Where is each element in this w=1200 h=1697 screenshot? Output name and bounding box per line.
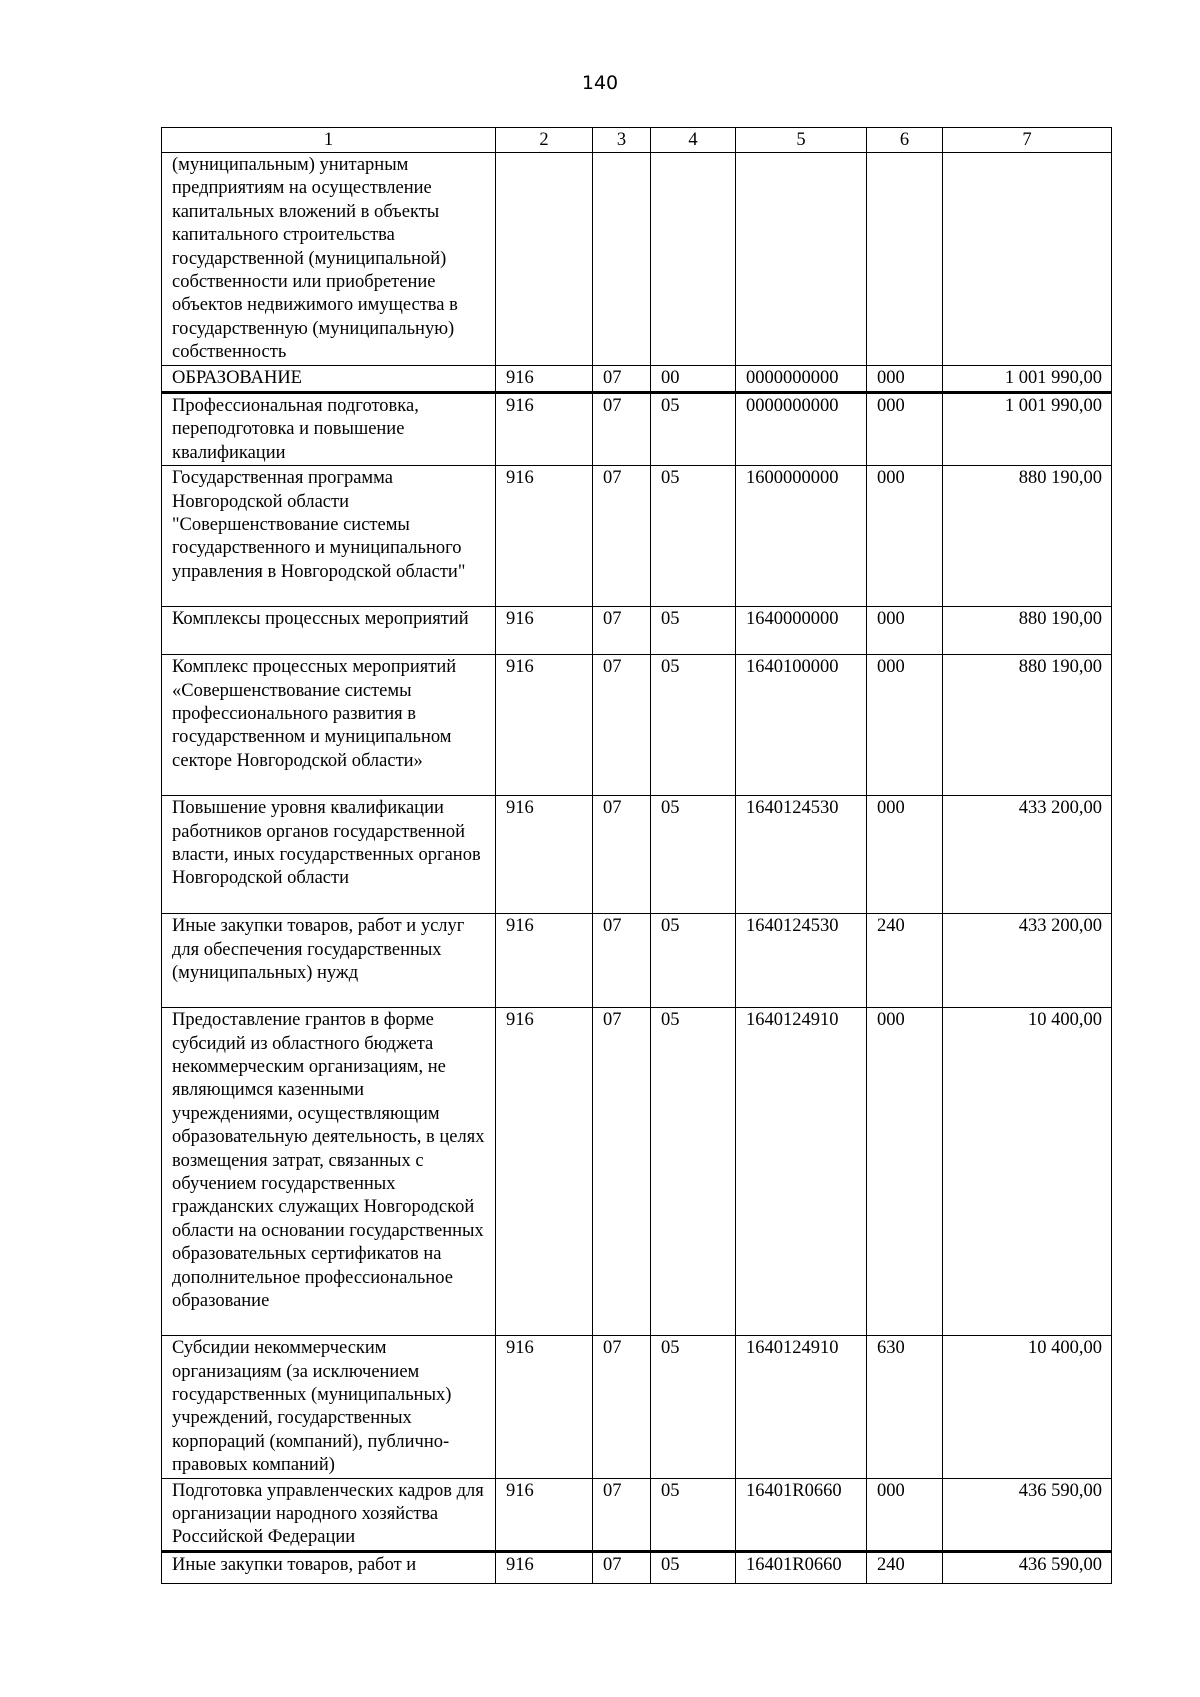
row-pr: 05 [651,1336,736,1478]
row-vr: 630 [867,1336,943,1478]
row-name: ОБРАЗОВАНИЕ [162,366,496,393]
table-row [162,153,1112,366]
row-name: Комплексы процессных мероприятий [162,607,496,655]
row-csr: 0000000000 [736,393,867,466]
row-sum: 433 200,00 [943,914,1112,1008]
row-grbs [496,153,593,366]
row-vr: 000 [867,796,943,914]
column-header: 1 [162,128,496,153]
budget-table [161,127,1112,1584]
row-grbs: 916 [496,1478,593,1551]
row-sum [943,153,1112,366]
row-rz: 07 [593,1551,651,1583]
row-csr [736,153,867,366]
row-pr: 05 [651,796,736,914]
row-grbs: 916 [496,393,593,466]
row-pr: 05 [651,1478,736,1551]
row-vr: 000 [867,466,943,607]
row-name: Субсидии некоммерческим организациям (за исключением государственных (муниципальных) учреждений, государственных корпораций (компаний), публично-правовых компаний) [162,1336,496,1478]
row-rz: 07 [593,1008,651,1336]
row-pr: 05 [651,1551,736,1583]
row-rz: 07 [593,607,651,655]
row-grbs: 916 [496,655,593,796]
page-number: 140 [581,72,619,94]
row-pr: 05 [651,655,736,796]
row-vr: 000 [867,1478,943,1551]
row-pr [651,153,736,366]
row-sum: 1 001 990,00 [943,366,1112,393]
column-header: 2 [496,128,593,153]
row-rz: 07 [593,796,651,914]
row-pr: 05 [651,393,736,466]
row-name: Государственная программа Новгородской области "Совершенствование системы государственного и муниципального управления в Новгородской области" [162,466,496,607]
row-grbs: 916 [496,796,593,914]
table-header-row [162,128,1112,153]
row-pr: 00 [651,366,736,393]
row-grbs: 916 [496,1551,593,1583]
table-row [162,796,1112,914]
row-vr: 000 [867,607,943,655]
table-row [162,1551,1112,1583]
row-name: Предоставление грантов в форме субсидий из областного бюджета некоммерческим организациям, не являющимся казенными учреждениями, осуществляющим образовательную деятельность, в целях возмещения затрат, связанных с обучением государственных гражданских служащих Новгородской области на основании государственных образовательных сертификатов на дополнительное профессиональное образование [162,1008,496,1336]
column-header: 3 [593,128,651,153]
column-header: 5 [736,128,867,153]
column-header: 7 [943,128,1112,153]
row-csr: 1640124910 [736,1008,867,1336]
row-sum: 436 590,00 [943,1551,1112,1583]
row-pr: 05 [651,607,736,655]
column-header: 4 [651,128,736,153]
row-csr: 1640100000 [736,655,867,796]
row-grbs: 916 [496,607,593,655]
table-row [162,655,1112,796]
row-name: Профессиональная подготовка, переподготовка и повышение квалификации [162,393,496,466]
row-csr: 1640000000 [736,607,867,655]
row-vr: 000 [867,366,943,393]
row-sum: 10 400,00 [943,1008,1112,1336]
row-vr: 240 [867,1551,943,1583]
row-sum: 880 190,00 [943,655,1112,796]
row-rz: 07 [593,914,651,1008]
row-name: Комплекс процессных мероприятий «Совершенствование системы профессионального развития в государственном и муниципальном секторе Новгородской области» [162,655,496,796]
row-rz: 07 [593,655,651,796]
row-csr: 1600000000 [736,466,867,607]
table-row [162,914,1112,1008]
row-grbs: 916 [496,366,593,393]
table-row [162,607,1112,655]
row-vr [867,153,943,366]
row-csr: 1640124530 [736,914,867,1008]
row-grbs: 916 [496,914,593,1008]
row-name: Повышение уровня квалификации работников органов государственной власти, иных государственных органов Новгородской области [162,796,496,914]
row-name: Подготовка управленческих кадров для организации народного хозяйства Российской Федерации [162,1478,496,1551]
row-csr: 16401R0660 [736,1551,867,1583]
row-rz: 07 [593,393,651,466]
table-row [162,393,1112,466]
row-rz: 07 [593,366,651,393]
row-vr: 000 [867,393,943,466]
row-sum: 1 001 990,00 [943,393,1112,466]
table-row [162,1336,1112,1478]
row-pr: 05 [651,914,736,1008]
row-grbs: 916 [496,1336,593,1478]
row-name: Иные закупки товаров, работ и услуг для обеспечения государственных (муниципальных) нужд [162,914,496,1008]
row-vr: 000 [867,655,943,796]
row-rz [593,153,651,366]
row-sum: 433 200,00 [943,796,1112,914]
row-sum: 880 190,00 [943,466,1112,607]
row-pr: 05 [651,1008,736,1336]
row-rz: 07 [593,1478,651,1551]
row-pr: 05 [651,466,736,607]
row-sum: 10 400,00 [943,1336,1112,1478]
row-sum: 880 190,00 [943,607,1112,655]
row-vr: 000 [867,1008,943,1336]
table-row [162,1478,1112,1551]
row-csr: 0000000000 [736,366,867,393]
row-grbs: 916 [496,466,593,607]
row-rz: 07 [593,1336,651,1478]
row-vr: 240 [867,914,943,1008]
row-grbs: 916 [496,1008,593,1336]
table-row [162,366,1112,393]
row-csr: 1640124530 [736,796,867,914]
table-row [162,466,1112,607]
row-csr: 16401R0660 [736,1478,867,1551]
row-name: (муниципальным) унитарным предприятиям на осуществление капитальных вложений в объекты капитального строительства государственной (муниципальной) собственности или приобретение объектов недвижимого имущества в государственную (муниципальную) собственность [162,153,496,366]
row-csr: 1640124910 [736,1336,867,1478]
row-rz: 07 [593,466,651,607]
row-sum: 436 590,00 [943,1478,1112,1551]
row-name: Иные закупки товаров, работ и [162,1551,496,1583]
table-row [162,1008,1112,1336]
column-header: 6 [867,128,943,153]
